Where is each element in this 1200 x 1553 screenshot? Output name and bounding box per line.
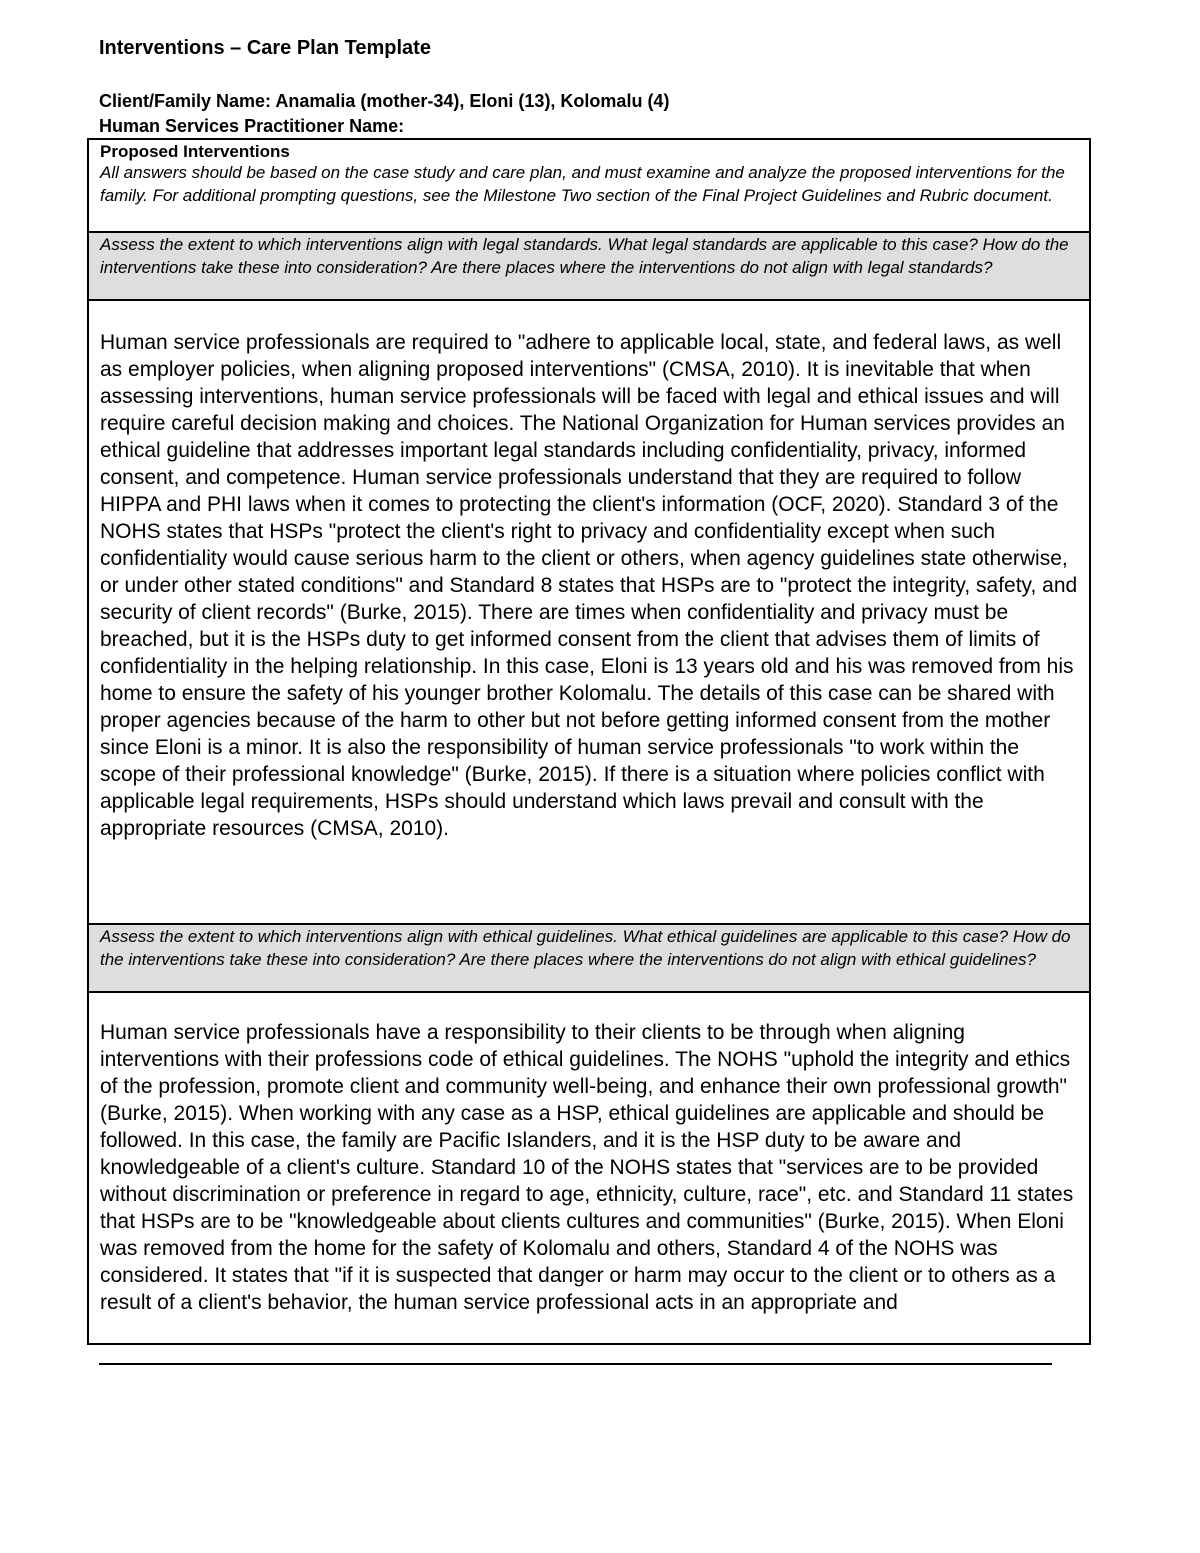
ethical-guidelines-prompt: Assess the extent to which interventions align with ethical guidelines. What ethical guidelines are applicable to this case? How do the interventions take these into consideration? Are there places where the interventions do not align with ethical guidelines? bbox=[89, 923, 1089, 993]
practitioner-name: Human Services Practitioner Name: bbox=[99, 116, 405, 136]
instructions-text: All answers should be based on the case study and care plan, and must examine and analyze the proposed interventions for the family. For additional prompting questions, see the Milestone Two section of the Final Project Guidelines and Rubric document. bbox=[100, 163, 1065, 205]
client-family-name: Client/Family Name: Anamalia (mother-34), Eloni (13), Kolomalu (4) bbox=[99, 91, 670, 111]
page-title: Interventions – Care Plan Template bbox=[99, 37, 431, 59]
proposed-interventions-header bbox=[89, 140, 1089, 231]
care-plan-table bbox=[87, 138, 1091, 1345]
section-label: Proposed Interventions bbox=[100, 142, 290, 161]
legal-standards-answer[interactable]: Human service professionals are required to "adhere to applicable local, state, and federal laws, as well as employer policies, when aligning proposed interventions" (CMSA, 2010). It is inevitable that when assessing interventions, human service professionals will be faced with legal and ethical issues and will require careful decision making and choices. The National Organization for Human services provides an ethical guideline that addresses important legal standards including confidentiality, privacy, informed consent, and competence. Human service professionals understand that they are required to follow HIPPA and PHI laws when it comes to protecting the client's information (OCF, 2020). Standard 3 of the NOHS states that HSPs "protect the client's right to privacy and confidentiality except when such confidentiality would cause serious harm to the client or others, when agency guidelines state otherwise, or under other stated conditions" and Standard 8 states that HSPs are to "protect the integrity, safety, and security of client records" (Burke, 2015). There are times when confidentiality and privacy must be breached, but it is the HSPs duty to get informed consent from the client that advises them of limits of confidentiality in the helping relationship. In this case, Eloni is 13 years old and his was removed from his home to ensure the safety of his younger brother Kolomalu. The details of this case can be shared with proper agencies because of the harm to other but not before getting informed consent from the mother since Eloni is a minor. It is also the responsibility of human service professionals "to work within the scope of their professional knowledge" (Burke, 2015). If there is a situation where policies conflict with applicable legal requirements, HSPs should understand which laws prevail and consult with the appropriate resources (CMSA, 2010). bbox=[100, 331, 1078, 840]
legal-standards-prompt: Assess the extent to which interventions align with legal standards. What legal standards are applicable to this case? How do the interventions take these into consideration? Are there places where the interventions do not align with legal standards? bbox=[89, 231, 1089, 301]
ethical-guidelines-answer[interactable]: Human service professionals have a responsibility to their clients to be through when aligning interventions with their professions code of ethical guidelines. The NOHS "uphold the integrity and ethics of the profession, promote client and community well-being, and enhance their own professional growth" (Burke, 2015). When working with any case as a HSP, ethical guidelines are applicable and should be followed. In this case, the family are Pacific Islanders, and it is the HSP duty to be aware and knowledgeable of a client's culture. Standard 10 of the NOHS states that "services are to be provided without discrimination or preference in regard to age, ethnicity, culture, race", etc. and Standard 11 states that HSPs are to be "knowledgeable about clients cultures and communities" (Burke, 2015). When Eloni was removed from the home for the safety of Kolomalu and others, Standard 4 of the NOHS was considered. It states that "if it is suspected that danger or harm may occur to the client or to others as a result of a client's behavior, the human service professional acts in an appropriate and bbox=[100, 1021, 1074, 1314]
footer-divider bbox=[99, 1363, 1052, 1365]
